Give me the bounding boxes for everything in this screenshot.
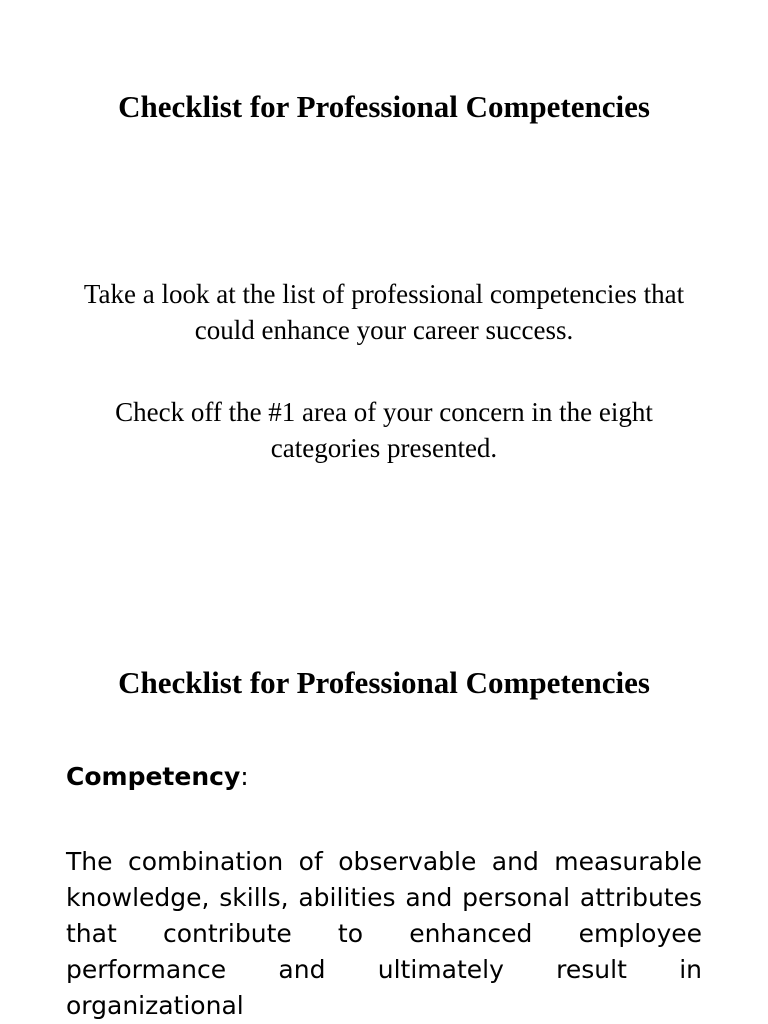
term-label: Competency	[66, 762, 241, 791]
slide-definition	[0, 600, 768, 1024]
instruction-paragraph: Check off the #1 area of your concern in the eight categories presented.	[115, 397, 653, 463]
definition-text: The combination of observable and measurable knowledge, skills, abilities and personal attributes that contribute to enhanced employee performance and ultimately result in organizational	[66, 847, 702, 1020]
slide-title: Checklist for Professional Competencies	[118, 89, 650, 124]
term-colon: :	[240, 762, 249, 791]
intro-paragraph: Take a look at the list of professional competencies that could enhance your career success.	[83, 279, 685, 345]
term-line	[66, 760, 249, 794]
slide-title: Checklist for Professional Competencies	[118, 665, 650, 700]
